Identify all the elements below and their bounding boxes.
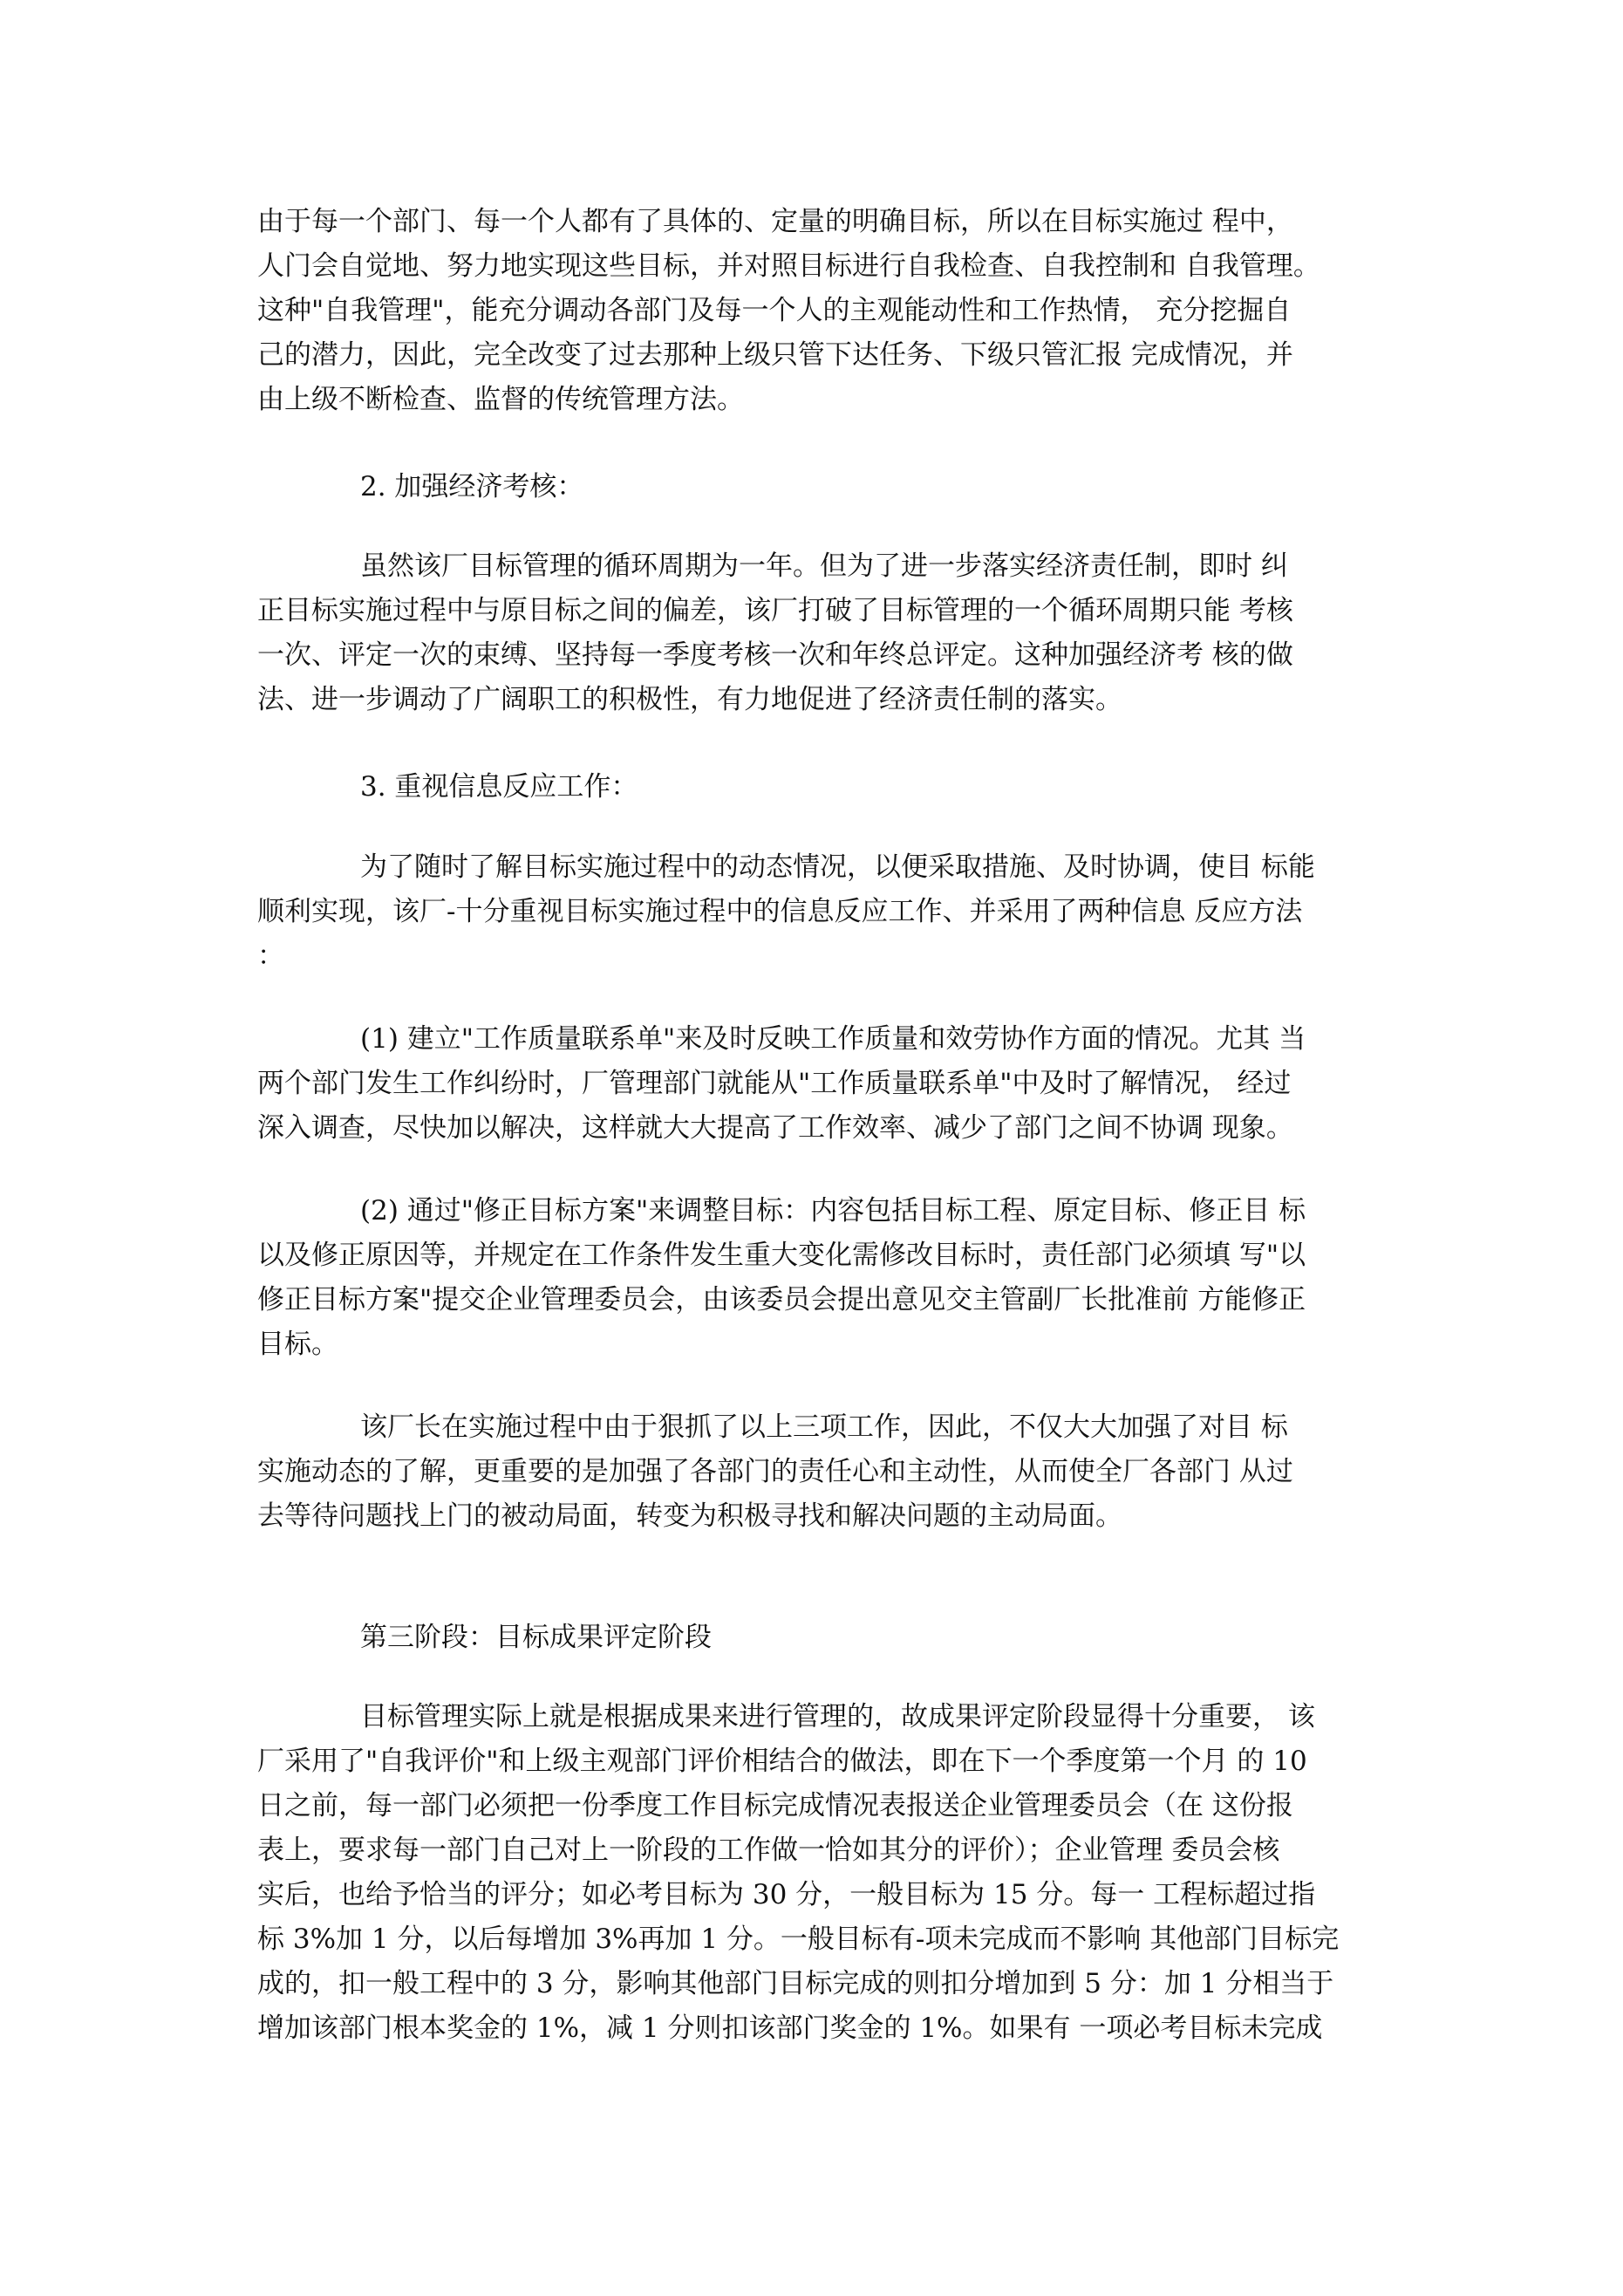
text-line: 由于每一个部门、每一个人都有了具体的、定量的明确目标，所以在目标实施过 程中， [257,206,1293,237]
text-line: 一次、评定一次的束缚、坚持每一季度考核一次和年终总评定。这种加强经济考 核的做 [257,639,1293,671]
paragraph-information-feedback [257,845,1382,979]
text-line: 成的，扣一般工程中的 3 分，影响其他部门目标完成的则扣分增加到 5 分：加 1 分相当于 [257,1968,1334,1999]
text-line: (2) 通过"修正目标方案"来调整目标：内容包括目标工程、原定目标、修正目 标 [360,1195,1306,1227]
text-line: 这种"自我管理"，能充分调动各部门及每一个人的主观能动性和工作热情， 充分挖掘自 [257,295,1292,326]
text-line: 虽然该厂目标管理的循环周期为一年。但为了进一步落实经济责任制，即时 纠 [360,550,1288,582]
text-line: 修正目标方案"提交企业管理委员会，由该委员会提出意见交主管副厂长批准前 方能修正 [257,1284,1306,1315]
text-line: 深入调查，尽快加以解决，这样就大大提高了工作效率、减少了部门之间不协调 现象。 [257,1112,1293,1144]
text-line: 标 3%加 1 分，以后每增加 3%再加 1 分。一般目标有-项未完成而不影响 其他部门目标完 [257,1924,1340,1955]
text-line: 表上，要求每一部门自己对上一阶段的工作做一恰如其分的评价）；企业管理 委员会核 [257,1835,1280,1866]
heading-text: 3. 重视信息反应工作： [360,771,638,803]
text-line: 目标管理实际上就是根据成果来进行管理的，故成果评定阶段显得十分重要， 该 [360,1701,1315,1732]
text-line: 由上级不断检查、监督的传统管理方法。 [257,384,744,415]
text-line: 法、进一步调动了广阔职工的积极性，有力地促进了经济责任制的落实。 [257,684,1122,715]
text-line: 目标。 [257,1329,338,1360]
text-line: 正目标实施过程中与原目标之间的偏差，该厂打破了目标管理的一个循环周期只能 考核 [257,595,1293,626]
text-line: 该厂长在实施过程中由于狠抓了以上三项工作，因此，不仅大大加强了对目 标 [360,1411,1288,1443]
text-line: 增加该部门根本奖金的 1%，减 1 分则扣该部门奖金的 1%。如果有 一项必考目标未完成 [257,2012,1323,2044]
text-line: 以及修正原因等，并规定在工作条件发生重大变化需修改目标时，责任部门必须填 写"以 [257,1240,1306,1271]
text-line: 两个部门发生工作纠纷时，厂管理部门就能从"工作质量联系单"中及时了解情况， 经过 [257,1068,1292,1099]
text-line: 人门会自觉地、努力地实现这些目标，并对照目标进行自我检查、自我控制和 自我管理。 [257,250,1320,282]
section-heading-phase-three [257,1616,1382,1660]
paragraph-target-revision [257,1189,1382,1367]
heading-text: 2. 加强经济考核： [360,471,584,502]
paragraph-summary [257,1405,1382,1539]
heading-text: 第三阶段：目标成果评定阶段 [360,1622,712,1653]
section-heading-information-feedback [257,765,1382,810]
text-line: (1) 建立"工作质量联系单"来及时反映工作质量和效劳协作方面的情况。尤其 当 [360,1023,1306,1055]
text-line: ： [257,940,284,972]
text-line: 实后，也给予恰当的评分；如必考目标为 30 分，一般目标为 15 分。每一 工程标超过指 [257,1879,1316,1910]
text-line: 去等待问题找上门的被动局面，转变为积极寻找和解决问题的主动局面。 [257,1500,1122,1532]
text-line: 己的潜力，因此，完全改变了过去那种上级只管下达任务、下级只管汇报 完成情况，并 [257,339,1293,371]
paragraph-economic-assessment [257,544,1382,722]
text-line: 为了随时了解目标实施过程中的动态情况，以便采取措施、及时协调，使目 标能 [360,851,1315,883]
text-line: 顺利实现，该厂-十分重视目标实施过程中的信息反应工作、并采用了两种信息 反应方法 [257,896,1303,927]
paragraph-work-quality-sheet [257,1017,1382,1151]
text-line: 厂采用了"自我评价"和上级主观部门评价相结合的做法，即在下一个季度第一个月 的 10 [257,1746,1307,1777]
paragraph-self-management [257,200,1382,422]
text-line: 实施动态的了解，更重要的是加强了各部门的责任心和主动性，从而使全厂各部门 从过 [257,1456,1293,1487]
paragraph-result-evaluation [257,1695,1382,2051]
text-line: 日之前，每一部门必须把一份季度工作目标完成情况表报送企业管理委员会（在 这份报 [257,1790,1293,1821]
section-heading-economic-assessment [257,465,1382,509]
